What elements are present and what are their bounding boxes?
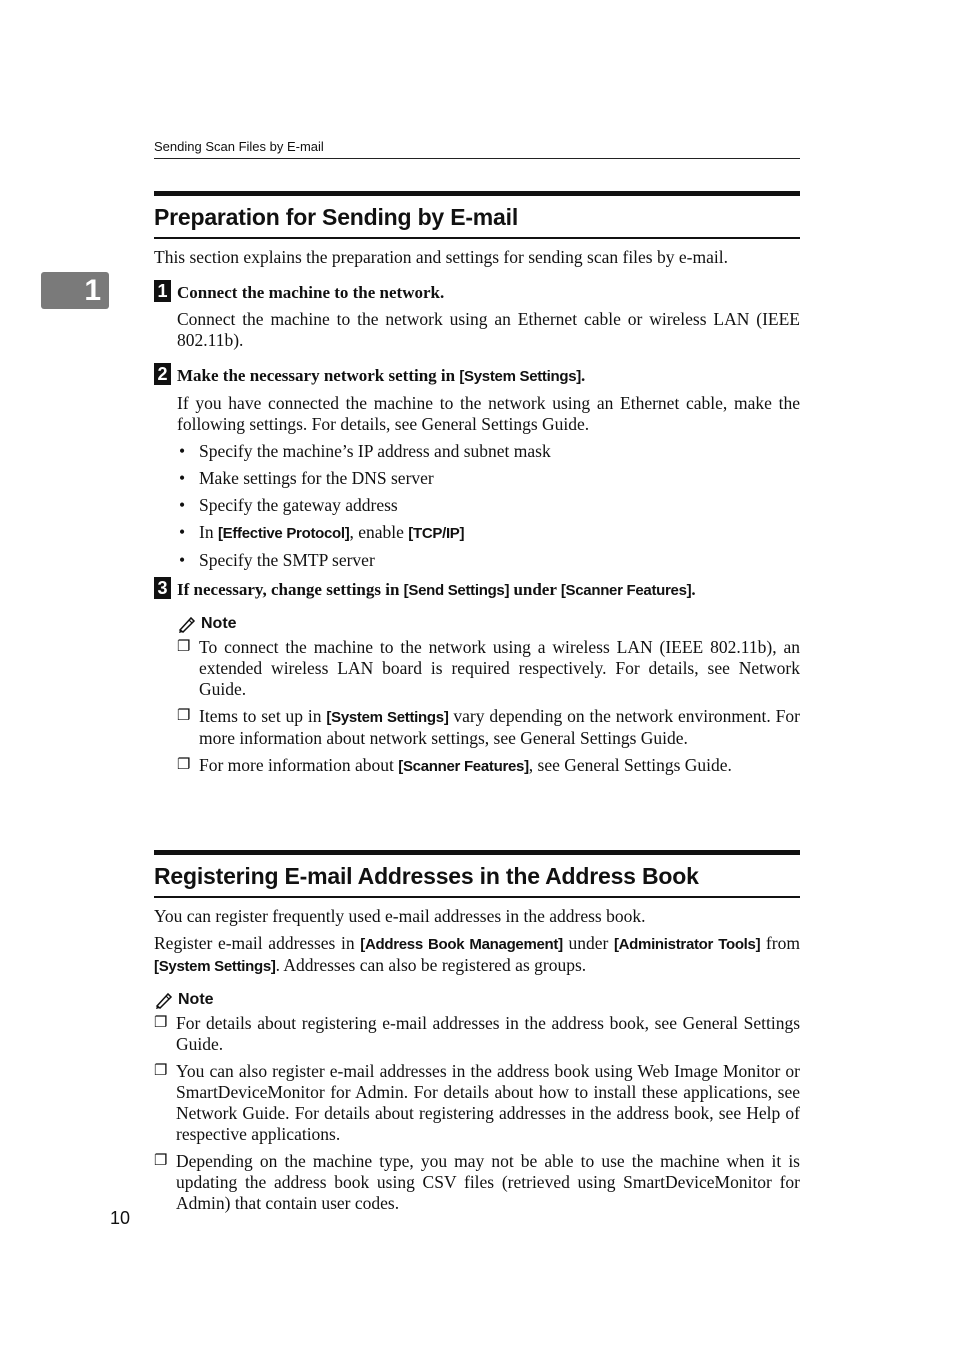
note-item: ❐ Depending on the machine type, you may not be able to use the machine when it is updating the address book using CSV files (retrieved using SmartDeviceMonitor for Admin) that contain user codes. xyxy=(154,1151,800,1213)
checkbox-icon: ❐ xyxy=(177,708,191,724)
running-header: Sending Scan Files by E-mail xyxy=(154,139,800,159)
list-item: • Specify the machine’s IP address and subnet mask xyxy=(179,441,551,461)
step-number: 2 xyxy=(154,363,171,385)
key-effective-protocol: [Effective Protocol] xyxy=(217,525,350,542)
pencil-icon xyxy=(154,991,174,1009)
step-title: Make the necessary network setting in [System Settings]. xyxy=(177,366,586,385)
note-item: ❐ Items to set up in [System Settings] vary depending on the network environment. For more information about network settings, see General Settings Guide. xyxy=(177,706,800,748)
list-item: • In [Effective Protocol], enable [TCP/IP] xyxy=(179,522,465,542)
note-list xyxy=(177,637,800,777)
list-item: • Specify the gateway address xyxy=(179,495,398,515)
checkbox-icon: ❐ xyxy=(154,1063,168,1079)
note-list xyxy=(154,1013,800,1214)
step-2 xyxy=(154,365,800,571)
note-item: ❐ To connect the machine to the network using a wireless LAN (IEEE 802.11b), an extended wireless LAN board is required respectively. For details, see Network Guide. xyxy=(177,637,800,699)
step-title: If necessary, change settings in [Send Settings] under [Scanner Features]. xyxy=(177,580,696,599)
list-item: • Make settings for the DNS server xyxy=(179,468,434,488)
note-item: ❐ For more information about [Scanner Features], see General Settings Guide. xyxy=(177,755,732,775)
section-preparation xyxy=(154,191,800,783)
settings-list xyxy=(177,441,800,571)
page-number: 10 xyxy=(110,1208,131,1228)
key-tcp-ip: [TCP/IP] xyxy=(408,525,465,542)
step-number: 1 xyxy=(154,280,171,302)
checkbox-icon: ❐ xyxy=(177,639,191,655)
key-system-settings: [System Settings] xyxy=(459,368,581,385)
paragraph: Register e-mail addresses in [Address Book Management] under [Administrator Tools] from [System Settings]. Addresses can also be registered as groups. xyxy=(154,933,800,975)
note-heading: Note xyxy=(154,991,800,1009)
list-item: • Specify the SMTP server xyxy=(179,550,375,570)
key-scanner-features: [Scanner Features] xyxy=(560,582,692,599)
note-heading: Note xyxy=(177,615,800,633)
section-title: Registering E-mail Addresses in the Address Book xyxy=(154,850,800,898)
section-intro: This section explains the preparation and settings for sending scan files by e-mail. xyxy=(154,247,728,267)
note-item: ❐ You can also register e-mail addresses in the address book using Web Image Monitor or SmartDeviceMonitor for Admin. For details about how to install these applications, see Network Guide. For details about registering addresses in the address book, see Help of respective applications. xyxy=(154,1061,800,1144)
checkbox-icon: ❐ xyxy=(154,1153,168,1169)
step-body: If you have connected the machine to the network using an Ethernet cable, make the following settings. For details, see General Settings Guide. xyxy=(177,393,800,434)
chapter-tab: 1 xyxy=(41,272,109,309)
note-item: ❐ For details about registering e-mail addresses in the address book, see General Settings Guide. xyxy=(154,1013,800,1054)
step-1 xyxy=(154,282,800,351)
step-number: 3 xyxy=(154,577,171,599)
note-block xyxy=(154,991,800,1214)
step-title: Connect the machine to the network. xyxy=(177,283,445,302)
checkbox-icon: ❐ xyxy=(177,757,191,773)
key-send-settings: [Send Settings] xyxy=(403,582,510,599)
checkbox-icon: ❐ xyxy=(154,1015,168,1031)
section-registering xyxy=(154,850,800,1220)
step-3 xyxy=(154,579,800,601)
pencil-icon xyxy=(177,615,197,633)
paragraph: You can register frequently used e-mail addresses in the address book. xyxy=(154,906,646,926)
step-body: Connect the machine to the network using an Ethernet cable or wireless LAN (IEEE 802.11b). xyxy=(177,309,800,350)
section-title: Preparation for Sending by E-mail xyxy=(154,191,800,239)
note-block xyxy=(177,615,800,777)
